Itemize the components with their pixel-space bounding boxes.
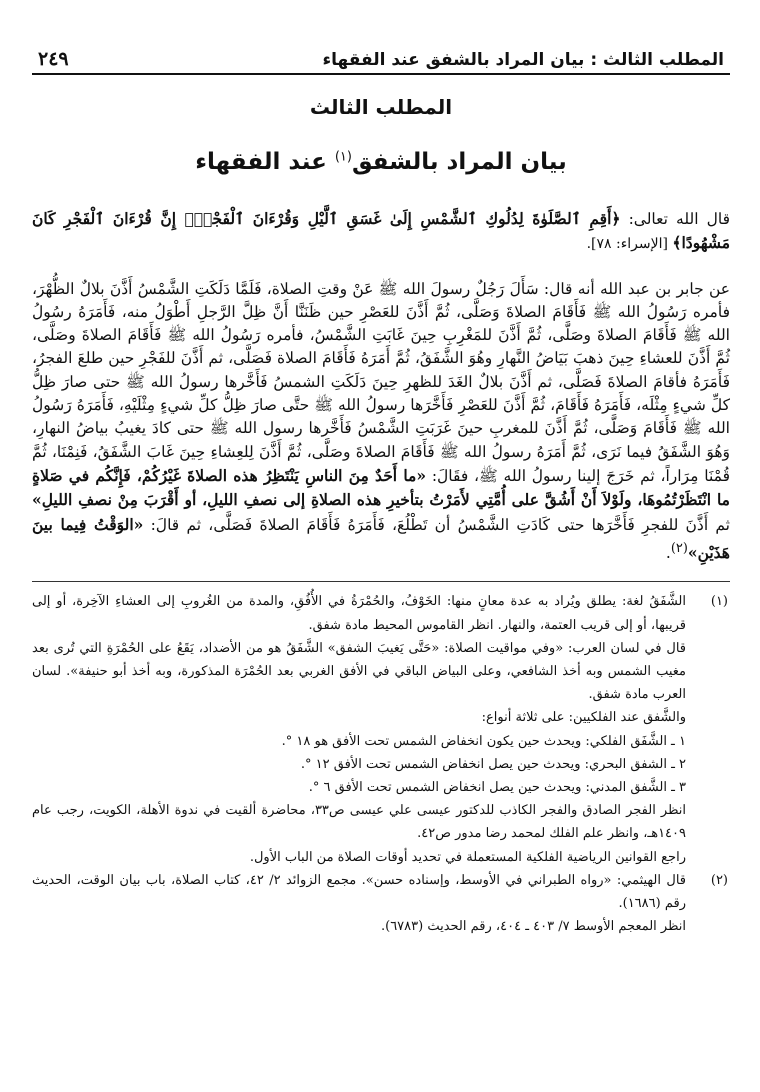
footnote-paragraph: قال الهيثمي: «رواه الطبراني في الأوسط، وإسناده حسن». مجمع الزوائد ٢/ ٤٢، كتاب الصلاة، باب بيان الوقت، الحديث رقم (١٦٨٦). [32,872,686,911]
paragraph-gap [32,257,730,278]
footnote-number: (٢) [710,872,728,888]
intro-paragraph [32,207,730,257]
running-header [32,36,730,75]
footnote-paragraph: قال في لسان العرب: «وفي مواقيت الصلاة: «حَتَّى يَغيبَ الشفق» الشَّفَقُ هو من الأضداد، يَقَعُ على الحُمْرَةِ التي تُرى بعد مغيب الشمس وبه أخذ الشافعي، وعلى البياض الباقي في الأفق الغربي بعد الحُمْرَة المذكورة، وبه أخذ أبو حنيفة». لسان العرب مادة شفق. [32,640,686,703]
verse-reference: [الإسراء: ٧٨]. [586,236,673,253]
footnote-paragraph: راجع القوانين الرياضية الفلكية المستعملة في تحديد أوقات الصلاة من الباب الأول. [249,849,686,865]
body-text [32,207,730,565]
footnote-2 [32,869,730,939]
hadith-quote: «ما أَحَدٌ مِنَ الناسِ يَنْتَظِرُ هذه الصلاةَ غَيْرُكُمْ، فَإِنَّكُم في صَلاةٍ ما انْتَظَرْتُمُوهَا، ولَوْلاَ أَنْ أَشُقَّ على أُمَّتِي لأَمَرْتُ بتأخيرِ هذه الصلاةِ إلى نصفِ الليلِ، أو أَقْرَبَ مِنْ نصفِ الليلِ» [32,465,730,510]
main-title-text: بيان المراد بالشفق [351,149,567,175]
page-number: ٢٤٩ [38,48,69,70]
hadith-end: . [665,544,671,563]
footnote-paragraph: والشَّفق عند الفلكيين: على ثلاثة أنواع: [481,710,686,726]
hadith-closing: «الوَقْتُ فِيما بينَ هَذَيْنِ» [32,514,730,563]
footnote-paragraph: انظر الفجر الصادق والفجر الكاذب للدكتور عيسى علي عيسى ص٣٣، محاضرة ألقيت في ندوة الأهلة، الكويت، رجب عام ١٤٠٩هـ، وانظر علم الفلك لمحمد رضا مدور ص٤٢. [32,803,686,842]
footnote-paragraph: ٣ ـ الشَّفق المدني: ويحدث حين يصل انخفاض الشمس تحت الأفق ٦ °. [308,779,686,795]
section-heading: المطلب الثالث [309,95,453,119]
footnote-ref-2[interactable]: (٢) [670,540,688,556]
footnote-ref-1[interactable]: (١) [334,149,352,165]
hadith-part-1: عن جابر بن عبد الله أنه قال: سَأَلَ رَجُلٌ رسولَ الله ﷺ عَنْ وقتِ الصلاة، فَلَمَّا دَلَكَتِ الشَّمْسُ أَذَّنَ بلالٌ الظُّهْرَ، فأمره رَسُولُ الله ﷺ فَأَقَامَ الصلاةَ وَصَلَّى، ثُمَّ أَذَّنَ للعَصْرِ حين ظَنَنَّا أَنَّ ظِلَّ الرَّجلِ أَطْوَلُ منه، فَأَمَرَهُ رسُولُ الله ﷺ فَأَقَامَ الصلاةَ وصَلَّى، ثُمَّ أَذَّنَ للمَغْرِبِ حِينَ غَابَتِ الشَّمْسُ، فأمره رَسُولُ الله ﷺ فَأَقَامَ الصلاةَ وصَلَّى، ثُمَّ أَذَّنَ للعشاءِ حِينَ ذهبَ بَيَاضُ النَّهارِ وهُوَ الشَّفَقُ، ثُمَّ أَمَرَهُ فَأَقَامَ الصلاة فَصَلَّى، ثم أَذَّنَ للفَجْرِ حين طلعَ الفجرُ، فَأَمَرَهُ فأقامَ الصلاةَ فَصَلَّى، ثم أَذَّنَ بلالٌ الغَدَ للظهرِ حِينَ دَلَكَتِ الشمسُ فَأَخَّرها رسولُ الله ﷺ حتى صارَ ظِلُّ كلِّ شيءٍ مِثْلَه، فَأَمَرَهُ فَأَقَامَ، ثُمَّ أَذَّنَ للعَصْرِ فَأَخَّرَها رسولُ الله ﷺ حتَّى صارَ ظِلُّ كلِّ شيءٍ مِثْلَيْهِ، فَأَمَرَهُ رَسُولُ الله ﷺ فَأَقَامَ وَصَلَّى، ثُمَّ أَذَّنَ للمغربِ حينَ غَرَبَتِ الشَّمْسُ فَأَخَّرها رسول الله ﷺ حتى كادَ يغيبُ بياضُ النهارِ، وَهُوَ الشَّفَقُ فيما نَرَى، ثُمَّ أَمَرَهُ رسولُ الله ﷺ فَأَقَامَ الصلاةَ وصَلَّى، ثُمَّ أَذَّنَ لِلعِشاءِ حِينَ غَابَ الشَّفَقُ، فَنِمْنَا، ثُمَّ قُمْنَا مِرَاراً، ثم خَرَجَ إلينا رسولُ الله ﷺ، فقَالَ: [32,279,731,485]
footnote-paragraph: ٢ ـ الشفق البحري: ويحدث حين يصل انخفاض الشمس تحت الأفق ١٢ °. [300,756,686,772]
footnote-1 [32,590,730,868]
footnotes [32,581,730,938]
footnote-paragraph: الشَّفَقُ لغة: يطلق ويُراد به عدة معانٍ منها: الخَوْفُ، والحُمْرَةُ في الأُفُقِ، والمدة من الغُروبِ إلى العشاءِ الآخِرة، أو إلى قريبها، أو إلى قريب العتمة، والنهار. انظر القاموس المحيط مادة شفق. [32,594,686,633]
quran-verse: ﴿أَقِمِ ٱلصَّلَوٰةَ لِدُلُوكِ ٱلشَّمْسِ إِلَىٰ غَسَقِ ٱلَّيْلِ وَقُرْءَانَ ٱلْفَجْرِۖ إِنَّ قُرْءَانَ ٱلْفَجْرِ كَانَ مَشْهُودًا﴾ [32,209,730,253]
running-title: المطلب الثالث : بيان المراد بالشفق عند الفقهاء [322,50,724,70]
footnote-body [32,869,686,939]
footnote-number: (١) [710,594,728,610]
footnote-paragraph: انظر المعجم الأوسط ٧/ ٤٠٣ ـ ٤٠٤، رقم الحديث (٦٧٨٣). [380,919,686,935]
hadith-part-2: ثم أَذَّنَ للفجرِ فَأَخَّرَها حتى كَادَتِ الشَّمْسُ أن تَطْلُعَ، فَأَمَرَهُ فَأَقَامَ الصلاةَ فَصَلَّى، ثم قالَ: [143,515,730,534]
main-title [32,149,730,187]
hadith-paragraph [32,278,730,566]
book-page [32,36,730,1072]
footnote-paragraph: ١ ـ الشَّفَق الفلكي: ويحدث حين يكون انخفاض الشمس تحت الأفق هو ١٨ °. [281,733,686,749]
footnote-body [32,590,686,868]
main-title-suffix: عند الفقهاء [195,149,335,175]
intro-lead: قال الله تعالى: [620,210,731,228]
